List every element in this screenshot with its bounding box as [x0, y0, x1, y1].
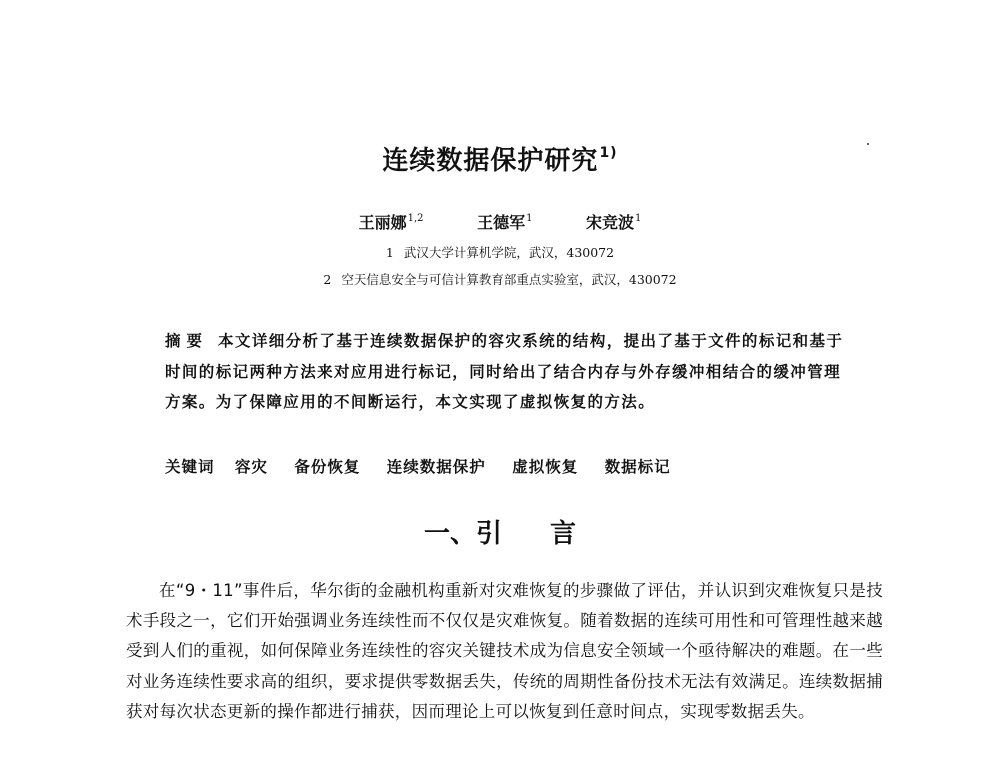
- author-list: [0, 210, 1000, 233]
- abstract: [165, 326, 845, 418]
- affiliation: [0, 270, 1000, 288]
- keywords: [165, 452, 845, 482]
- author-affiliation-marker: 1,2: [407, 213, 424, 224]
- author: [586, 210, 641, 233]
- section-title: 言: [550, 519, 577, 549]
- keyword: 虚拟恢复: [512, 457, 579, 476]
- author-affiliation-marker: 1: [635, 213, 642, 224]
- affiliation-text: 武汉大学计算机学院，武汉，430072: [403, 245, 615, 260]
- section-heading: [0, 513, 1000, 550]
- paper-title: [0, 140, 1000, 177]
- author-name: 王丽娜: [358, 213, 407, 232]
- keyword: 容灾: [234, 457, 268, 476]
- section-number: 一、引: [423, 519, 502, 549]
- affiliation-number: 1: [385, 245, 394, 260]
- abstract-label: 摘要: [165, 331, 209, 350]
- title-footnote-marker: 1): [599, 145, 618, 161]
- keyword: 数据标记: [604, 457, 671, 476]
- affiliation-text: 空天信息安全与可信计算教育部重点实验室，武汉，430072: [341, 272, 677, 287]
- keywords-label: 关键词: [165, 458, 215, 476]
- author: [477, 210, 532, 233]
- body-paragraph: 在“9・11”事件后，华尔街的金融机构重新对灾难恢复的步骤做了评估，并认识到灾难恢复只是技术手段之一，它们开始强调业务连续性而不仅仅是灾难恢复。随着数据的连续可用性和可管理性越来越受到人们的重视，如何保障业务连续性的容灾关键技术成为信息安全领域一个亟待解决的难题。在一些对业务连续性要求高的组织，要求提供零数据丢失，传统的周期性备份技术无法有效满足。连续数据捕获对每次状态更新的操作都进行捕获，因而理论上可以恢复到任意时间点，实现零数据丢失。: [126, 581, 883, 721]
- author-name: 宋竞波: [586, 213, 635, 232]
- author: [359, 210, 424, 233]
- affiliation-number: 2: [323, 272, 332, 287]
- author-affiliation-marker: 1: [526, 213, 533, 224]
- paper-title-text: 连续数据保护研究: [382, 146, 599, 176]
- author-name: 王德军: [477, 213, 526, 232]
- affiliation: [0, 243, 1000, 261]
- abstract-text: 本文详细分析了基于连续数据保护的容灾系统的结构，提出了基于文件的标记和基于时间的标记两种方法来对应用进行标记，同时给出了结合内存与外存缓冲相结合的缓冲管理方案。为了保障应用的不间断运行，本文实现了虚拟恢复的方法。: [165, 331, 844, 411]
- keyword: 备份恢复: [294, 457, 361, 476]
- keyword: 连续数据保护: [386, 457, 486, 476]
